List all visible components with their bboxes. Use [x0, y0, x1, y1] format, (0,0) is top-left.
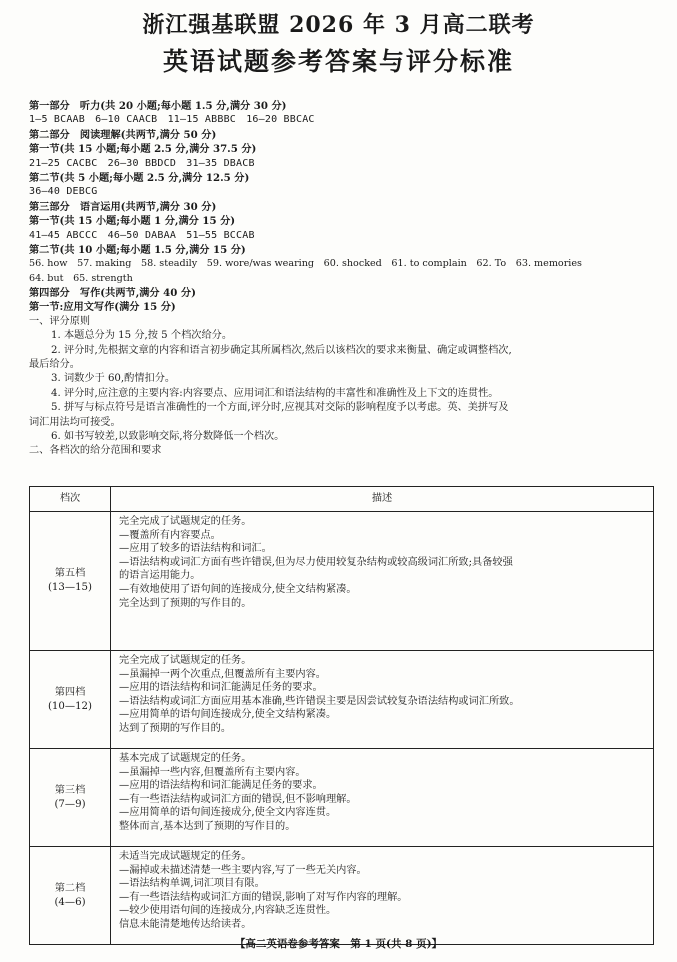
table-row [30, 512, 654, 651]
level-cell [30, 847, 111, 945]
description-cell [111, 651, 654, 749]
description-line: 完全完成了试题规定的任务。 [119, 655, 252, 666]
description-line: —应用的语法结构和词汇能满足任务的要求。 [119, 682, 323, 694]
description-cell [111, 512, 654, 651]
level-name: 第四档 [54, 686, 86, 698]
description-line: 信息未能清楚地传达给读者。 [119, 918, 252, 930]
grade-range-heading: 二、各档次的给分范围和要求 [29, 445, 162, 457]
description-line: —覆盖所有内容要点。 [119, 529, 221, 541]
table-row [30, 651, 654, 749]
description-line: —虽漏掉一些内容,但覆盖所有主要内容。 [119, 766, 306, 778]
description-line: 完全达到了预期的写作目的。 [119, 597, 252, 609]
level-column-header: 档次 [30, 487, 111, 512]
description-line: 达到了预期的写作目的。 [119, 722, 232, 734]
description-line: 整体而言,基本达到了预期的写作目的。 [119, 820, 296, 832]
exam-title: 浙江强基联盟 2026 年 3 月高二联考 [142, 12, 535, 38]
description-line: —较少使用语句间的连接成分,内容缺乏连贯性。 [119, 905, 337, 917]
description-line: —语法结构或词汇方面有些许错误,但为尽力使用较复杂结构或较高级词汇所致;具备较强 [119, 556, 513, 568]
part3-section1-heading: 第一节(共 15 小题;每小题 1 分,满分 15 分) [29, 215, 236, 228]
part3-section1-answers: 41—45 ABCCC 46—50 DABAA 51—55 BCCAB [29, 229, 255, 241]
description-line: —应用简单的语句间连接成分,使全文结构紧凑。 [119, 709, 337, 721]
level-name: 第三档 [54, 784, 86, 796]
table-row [30, 847, 654, 945]
principle-item: 1. 本题总分为 15 分,按 5 个档次给分。 [51, 330, 233, 342]
answer-key-title: 英语试题参考答案与评分标准 [162, 47, 514, 76]
description-column-header: 描述 [111, 487, 654, 512]
level-cell [30, 749, 111, 847]
table-header-row [30, 487, 654, 512]
part3-section2-answers-line2: 64. but 65. strength [29, 272, 133, 284]
description-line: —虽漏掉一两个次重点,但覆盖所有主要内容。 [119, 668, 326, 680]
part3-heading: 第三部分 语言运用(共两节,满分 30 分) [29, 200, 217, 213]
description-cell [111, 749, 654, 847]
grading-table [29, 486, 654, 945]
part2-section2-answers: 36—40 DEBCG [29, 186, 98, 198]
principle-item-continued: 词汇用法均可接受。 [29, 416, 121, 428]
part3-section2-answers-line1: 56. how 57. making 58. steadily 59. wore/was wearing 60. shocked 61. to complain 62. To 63. memories [29, 258, 582, 270]
level-range: (4—6) [54, 896, 86, 908]
part2-heading: 第二部分 阅读理解(共两节,满分 50 分) [29, 128, 217, 141]
description-line: 的语言运用能力。 [119, 570, 201, 582]
principle-item: 5. 拼写与标点符号是语言准确性的一个方面,评分时,应视其对交际的影响程度予以考虑。英、美拼写及 [51, 402, 509, 414]
principle-item: 2. 评分时,先根据文章的内容和语言初步确定其所属档次,然后以该档次的要求来衡量、确定或调整档次, [51, 344, 512, 356]
description-line: —语法结构或词汇方面应用基本准确,些许错误主要是因尝试较复杂语法结构或词汇所致。 [119, 695, 520, 707]
principle-item: 3. 词数少于 60,酌情扣分。 [51, 373, 176, 385]
principle-item-continued: 最后给分。 [29, 359, 80, 371]
description-line: —有一些语法结构或词汇方面的错误,影响了对写作内容的理解。 [119, 891, 408, 903]
description-line: —应用的语法结构和词汇能满足任务的要求。 [119, 780, 323, 792]
level-name: 第五档 [54, 568, 86, 580]
level-range: (10—12) [47, 700, 93, 712]
table-row [30, 749, 654, 847]
description-line: —应用简单的语句间连接成分,使全文内容连贯。 [119, 807, 337, 819]
level-cell [30, 512, 111, 651]
description-line: —应用了较多的语法结构和词汇。 [119, 543, 272, 555]
principle-item: 4. 评分时,应注意的主要内容:内容要点、应用词汇和语法结构的丰富性和准确性及上下文的连贯性。 [51, 387, 499, 399]
description-line: 基本完成了试题规定的任务。 [119, 753, 252, 764]
level-range: (13—15) [47, 582, 93, 593]
part2-section2-heading: 第二节(共 5 小题;每小题 2.5 分,满分 12.5 分) [29, 171, 250, 184]
description-cell [111, 847, 654, 945]
principle-item: 6. 如书写较差,以致影响交际,将分数降低一个档次。 [51, 430, 285, 442]
description-line: 完全完成了试题规定的任务。 [119, 516, 252, 527]
part1-answers: 1—5 BCAAB 6—10 CAACB 11—15 ABBBC 16—20 BBCAC [29, 114, 315, 126]
part2-section1-answers: 21—25 CACBC 26—30 BBDCD 31—35 DBACB [29, 157, 255, 169]
part1-heading: 第一部分 听力(共 20 小题;每小题 1.5 分,满分 30 分) [29, 100, 287, 112]
part3-section2-heading: 第二节(共 10 小题;每小题 1.5 分,满分 15 分) [29, 243, 246, 256]
description-line: 未适当完成试题规定的任务。 [119, 851, 252, 862]
principles-heading: 一、评分原则 [29, 315, 91, 327]
page-footer: 【高二英语卷参考答案 第 1 页(共 8 页)】 [234, 938, 443, 950]
level-range: (7—9) [54, 798, 86, 810]
part2-section1-heading: 第一节(共 15 小题;每小题 2.5 分,满分 37.5 分) [29, 143, 257, 156]
description-line: —有效地使用了语句间的连接成分,使全文结构紧凑。 [119, 583, 357, 595]
description-line: —有一些语法结构或词汇方面的错误,但不影响理解。 [119, 793, 357, 805]
answer-section [29, 99, 654, 459]
part4-section1-heading: 第一节:应用文写作(满分 15 分) [29, 301, 176, 314]
level-cell [30, 651, 111, 749]
description-line: —语法结构单调,词汇项目有限。 [119, 878, 265, 890]
part4-heading: 第四部分 写作(共两节,满分 40 分) [29, 287, 196, 300]
description-line: —漏掉或未描述清楚一些主要内容,写了一些无关内容。 [119, 864, 367, 876]
level-name: 第二档 [54, 882, 86, 894]
